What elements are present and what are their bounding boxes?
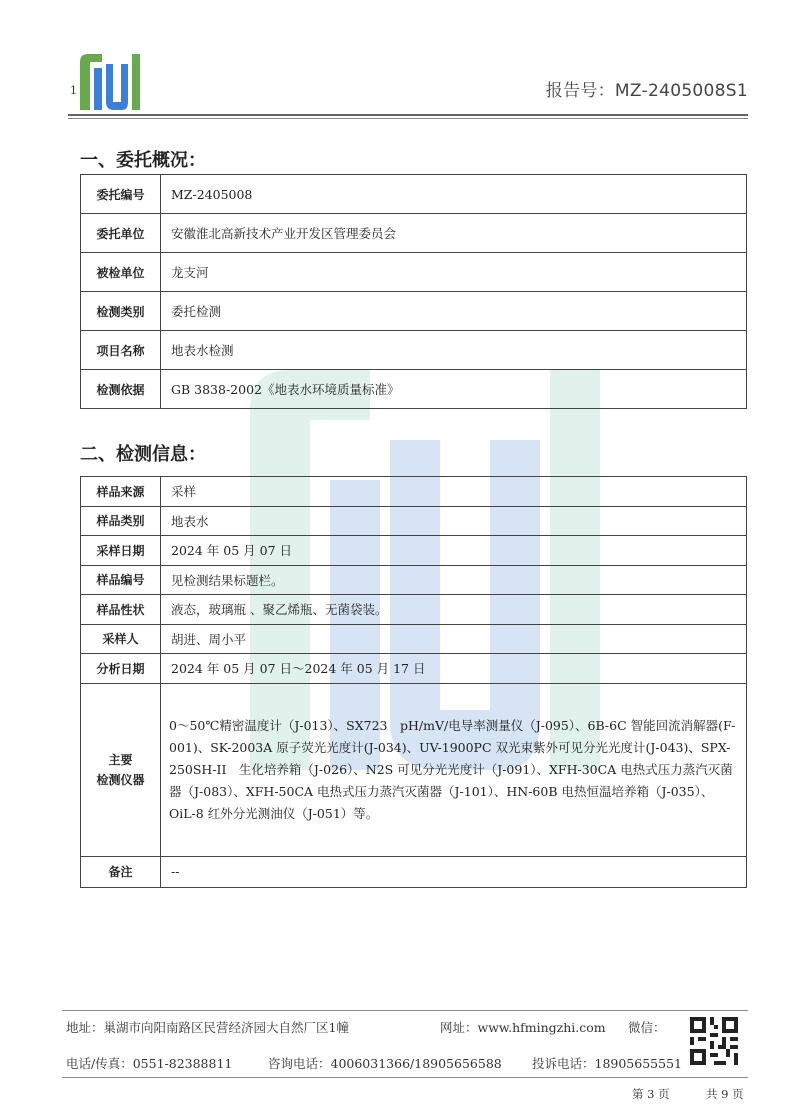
commission-table — [80, 174, 747, 409]
footer-website: 网址：www.hfmingzhi.com — [440, 1020, 606, 1035]
company-logo-icon — [78, 52, 146, 112]
row-value: 2024 年 05 月 07 日～2024 年 05 月 17 日 — [161, 654, 747, 684]
header-divider-thin — [68, 118, 748, 119]
row-value: 委托检测 — [161, 292, 747, 331]
table-row — [81, 331, 747, 370]
row-label: 分析日期 — [81, 654, 161, 684]
table-row — [81, 565, 747, 595]
instruments-label-line1: 主要 — [108, 752, 133, 767]
row-value: 液态，玻璃瓶 、聚乙烯瓶、无菌袋装。 — [161, 595, 747, 625]
row-label: 样品来源 — [81, 477, 161, 507]
page-total: 共 9 页 — [706, 1087, 744, 1101]
table-row — [81, 175, 747, 214]
table-row — [81, 624, 747, 654]
section-title-testing-info: 二、检测信息： — [80, 444, 206, 465]
footer-tel-fax: 电话/传真：0551-82388811 — [66, 1056, 233, 1071]
row-value: 安徽淮北高新技术产业开发区管理委员会 — [161, 214, 747, 253]
footer-divider — [62, 1010, 748, 1011]
table-row — [81, 654, 747, 684]
table-row — [81, 536, 747, 566]
instruments-row — [81, 683, 747, 856]
row-label: 被检单位 — [81, 253, 161, 292]
table-row — [81, 477, 747, 507]
section-title-commission: 一、委托概况： — [80, 150, 206, 171]
footer-address: 地址：巢湖市向阳南路区民营经济园大自然厂区1幢 — [66, 1020, 349, 1035]
row-value: 地表水检测 — [161, 331, 747, 370]
remarks-label: 备注 — [81, 856, 161, 887]
row-value: 地表水 — [161, 506, 747, 536]
instruments-label — [81, 683, 161, 856]
table-row — [81, 214, 747, 253]
table-row — [81, 370, 747, 409]
row-value: 见检测结果标题栏。 — [161, 565, 747, 595]
row-label: 采样人 — [81, 624, 161, 654]
footer-divider-bottom — [62, 1077, 748, 1078]
row-label: 检测依据 — [81, 370, 161, 409]
table-row — [81, 292, 747, 331]
instruments-label-line2: 检测仪器 — [96, 772, 145, 787]
table-row — [81, 595, 747, 625]
remarks-value: -- — [161, 856, 747, 887]
logo-number: 1 — [70, 84, 77, 97]
row-label: 采样日期 — [81, 536, 161, 566]
row-label: 样品编号 — [81, 565, 161, 595]
row-label: 项目名称 — [81, 331, 161, 370]
row-label: 委托单位 — [81, 214, 161, 253]
row-label: 样品类别 — [81, 506, 161, 536]
row-label: 委托编号 — [81, 175, 161, 214]
table-row — [81, 253, 747, 292]
row-value: 龙支河 — [161, 253, 747, 292]
row-value: 采样 — [161, 477, 747, 507]
row-value: GB 3838-2002《地表水环境质量标准》 — [161, 370, 747, 409]
testing-info-table — [80, 476, 747, 888]
row-label: 样品性状 — [81, 595, 161, 625]
instruments-value: 0～50℃精密温度计（J-013）、SX723 pH/mV/电导率测量仪（J-095）、6B-6C 智能回流消解器(F-001)、SK-2003A 原子荧光光度计(J-034)、UV-1900PC 双光束紫外可见分光光度计(J-043)、SPX-250SH-II 生化培养箱（J-026）、N2S 可见分光光度计（J-091）、XFH-30CA 电热式压力蒸汽灭菌器（J-083）、XFH-50CA 电热式压力蒸汽灭菌器（J-101）、HN-60B 电热恒温培养箱（J-035）、OiL-8 红外分光测油仪（J-051）等。 — [161, 683, 747, 856]
row-value: MZ-2405008 — [161, 175, 747, 214]
footer-wechat: 微信： — [628, 1020, 666, 1035]
row-label: 检测类别 — [81, 292, 161, 331]
row-value: 2024 年 05 月 07 日 — [161, 536, 747, 566]
remarks-row — [81, 856, 747, 887]
header-divider — [68, 114, 748, 116]
table-row — [81, 506, 747, 536]
page-current: 第 3 页 — [632, 1087, 670, 1101]
row-value: 胡进、周小平 — [161, 624, 747, 654]
wechat-qr-code-icon — [690, 1017, 738, 1065]
report-number: 报告号：MZ-2405008S1 — [545, 81, 748, 101]
footer-complaint-phone: 投诉电话：18905655551 — [532, 1056, 682, 1071]
footer-consult-phone: 咨询电话：4006031366/18905656588 — [268, 1056, 502, 1071]
